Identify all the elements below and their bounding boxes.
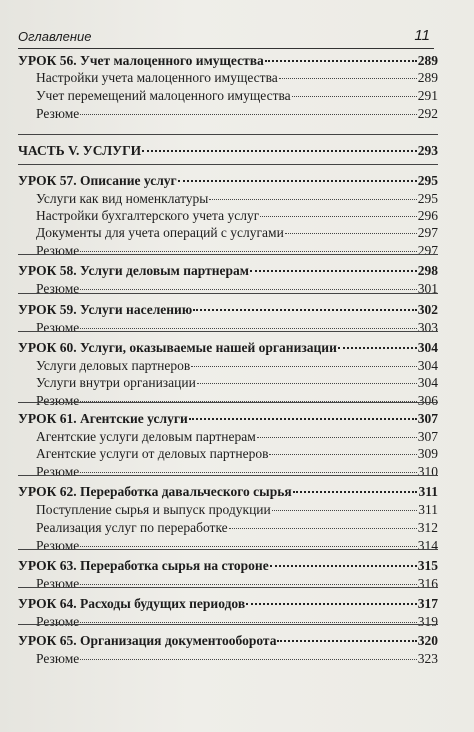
section-divider [18,587,438,588]
entry-page-number: 293 [417,143,438,158]
header-title: Оглавление [18,29,92,44]
section-divider [18,475,438,476]
dot-leader [197,383,417,384]
entry-title: Агентские услуги от деловых партнеров [36,446,269,461]
toc-heading-entry [18,483,438,500]
entry-title: Агентские услуги деловым партнерам [36,429,256,444]
toc-subentry [18,87,438,104]
entry-page-number: 320 [417,633,438,648]
entry-title: Резюме [36,576,80,591]
entry-title: Услуги внутри организации [36,375,196,390]
entry-page-number: 310 [417,464,438,479]
entry-title: Резюме [36,393,80,408]
toc-heading-entry [18,339,438,356]
dot-leader [250,270,417,272]
toc-heading-entry [18,301,438,318]
entry-page-number: 311 [418,484,438,499]
entry-page-number: 304 [417,358,438,373]
dot-leader [246,603,417,605]
entry-title: Резюме [36,106,80,121]
entry-title: Услуги деловых партнеров [36,358,191,373]
toc-subentry [18,445,438,462]
entry-page-number: 317 [417,596,438,611]
toc-heading-entry [18,557,438,574]
section-divider [18,293,438,294]
dot-leader [80,114,416,115]
entry-title: Резюме [36,538,80,553]
dot-leader [265,60,417,62]
entry-page-number: 295 [417,173,438,188]
dot-leader [279,78,417,79]
dot-leader [229,528,417,529]
dot-leader [272,510,417,511]
entry-title: Настройки бухгалтерского учета услуг [36,208,260,223]
dot-leader [178,180,417,182]
toc-heading-entry [18,52,438,69]
dot-leader [292,96,417,97]
section-divider [18,254,438,255]
section-divider [18,402,438,403]
running-header [18,26,434,49]
toc-subentry [18,463,438,480]
entry-page-number: 306 [417,393,438,408]
entry-page-number: 295 [417,191,438,206]
toc-subentry [18,319,438,336]
entry-title: УРОК 65. Организация документооборота [18,633,277,648]
entry-title: УРОК 56. Учет малоценного имущества [18,53,264,68]
entry-page-number: 303 [417,320,438,335]
dot-leader [80,546,416,547]
entry-title: УРОК 57. Описание услуг [18,173,177,188]
dot-leader [257,437,417,438]
entry-title: УРОК 63. Переработка сырья на стороне [18,558,269,573]
entry-title: УРОК 64. Расходы будущих периодов [18,596,246,611]
entry-page-number: 304 [417,375,438,390]
header-page-number: 11 [414,27,430,44]
toc-subentry [18,575,438,592]
toc-subentry [18,392,438,409]
entry-page-number: 296 [417,208,438,223]
toc-subentry [18,501,438,518]
dot-leader [80,289,416,290]
entry-title: Поступление сырья и выпуск продукции [36,502,271,517]
entry-page-number: 314 [417,538,438,553]
dot-leader [80,584,416,585]
dot-leader [285,233,417,234]
entry-page-number: 289 [417,53,438,68]
entry-page-number: 316 [417,576,438,591]
toc-subentry [18,207,438,224]
entry-title: Резюме [36,320,80,335]
entry-title: УРОК 62. Переработка давальческого сырья [18,484,292,499]
entry-page-number: 297 [417,225,438,240]
toc-subentry [18,242,438,259]
entry-title: УРОК 58. Услуги деловым партнерам [18,263,249,278]
entry-title: УРОК 61. Агентские услуги [18,411,188,426]
entry-title: Резюме [36,614,80,629]
toc-subentry [18,105,438,122]
entry-page-number: 311 [418,502,438,517]
dot-leader [142,150,417,152]
entry-page-number: 312 [417,520,438,535]
entry-title: Резюме [36,651,80,666]
entry-page-number: 292 [417,106,438,121]
section-divider [18,134,438,135]
entry-title: Резюме [36,281,80,296]
dot-leader [209,199,416,200]
entry-page-number: 289 [417,70,438,85]
entry-page-number: 323 [417,651,438,666]
dot-leader [191,366,417,367]
toc-subentry [18,280,438,297]
entry-page-number: 291 [417,88,438,103]
entry-page-number: 319 [417,614,438,629]
entry-title: Документы для учета операций с услугами [36,225,284,240]
dot-leader [80,472,416,473]
toc-subentry [18,69,438,86]
dot-leader [193,309,417,311]
entry-title: Резюме [36,464,80,479]
dot-leader [338,347,417,349]
dot-leader [80,328,416,329]
toc-heading-entry [18,262,438,279]
entry-title: ЧАСТЬ V. УСЛУГИ [18,143,142,158]
toc-subentry [18,190,438,207]
toc-heading-entry [18,142,438,159]
entry-page-number: 297 [417,243,438,258]
dot-leader [189,418,417,420]
dot-leader [260,216,417,217]
section-divider [18,624,438,625]
section-divider [18,164,438,165]
entry-page-number: 301 [417,281,438,296]
dot-leader [270,565,417,567]
toc-subentry [18,357,438,374]
dot-leader [269,454,416,455]
toc-heading-entry [18,172,438,189]
dot-leader [277,640,416,642]
section-divider [18,549,438,550]
dot-leader [80,622,416,623]
entry-page-number: 307 [417,429,438,444]
entry-title: Настройки учета малоценного имущества [36,70,278,85]
toc-subentry [18,224,438,241]
entry-title: Учет перемещений малоценного имущества [36,88,291,103]
toc-subentry [18,650,438,667]
toc-heading-entry [18,595,438,612]
entry-page-number: 309 [417,446,438,461]
toc-subentry [18,428,438,445]
entry-page-number: 304 [417,340,438,355]
entry-title: Услуги как вид номенклатуры [36,191,209,206]
toc-subentry [18,374,438,391]
entry-page-number: 307 [417,411,438,426]
toc-subentry [18,537,438,554]
entry-title: УРОК 60. Услуги, оказываемые нашей организации [18,340,337,355]
entry-page-number: 302 [417,302,438,317]
entry-title: Реализация услуг по переработке [36,520,228,535]
toc-subentry [18,613,438,630]
entry-title: УРОК 59. Услуги населению [18,302,193,317]
section-divider [18,331,438,332]
toc-subentry [18,519,438,536]
toc-heading-entry [18,410,438,427]
entry-page-number: 298 [417,263,438,278]
entry-title: Резюме [36,243,80,258]
dot-leader [80,659,416,660]
dot-leader [293,491,418,493]
toc-heading-entry [18,632,438,649]
dot-leader [80,251,416,252]
entry-page-number: 315 [417,558,438,573]
